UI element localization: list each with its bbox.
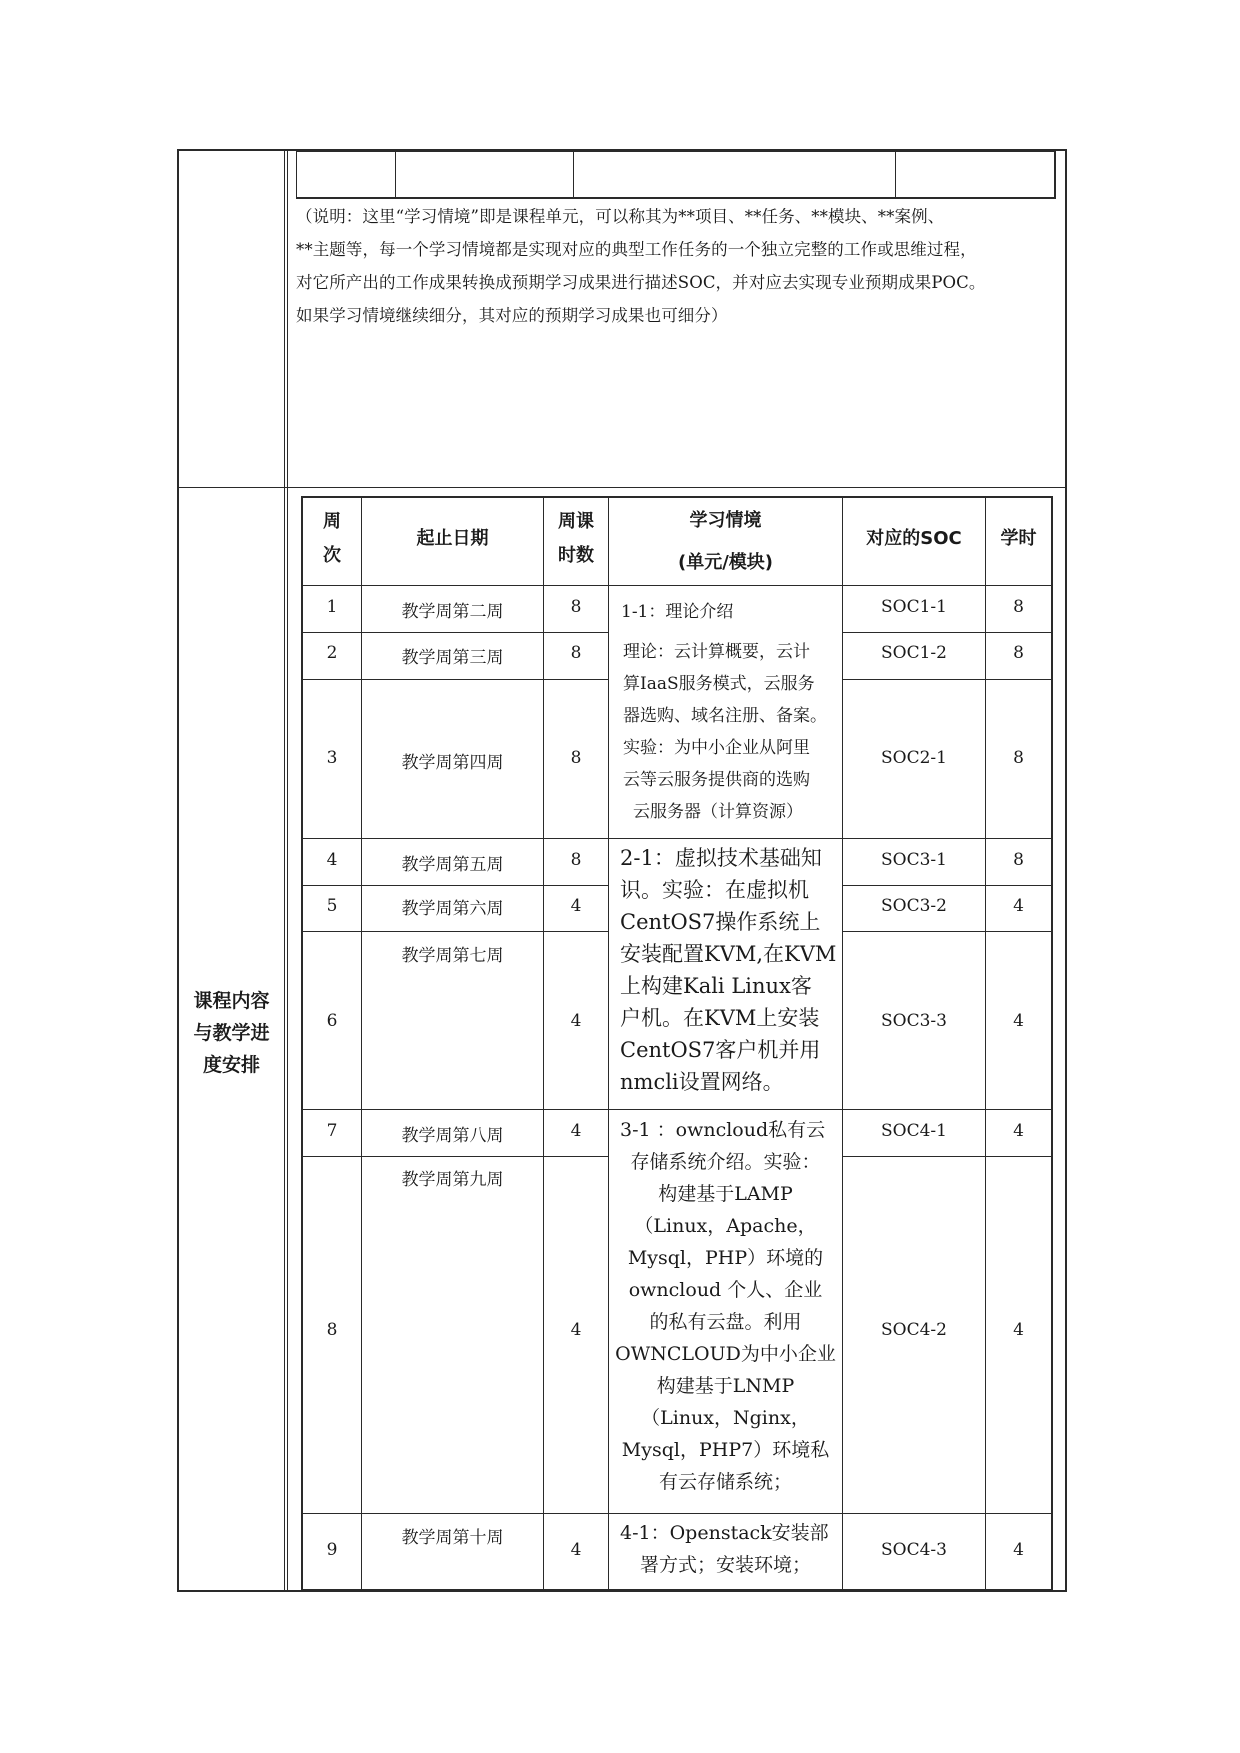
situation-centered-line: 构建基于LAMP: [658, 1183, 793, 1205]
header-hours-line: 周课: [558, 511, 594, 532]
residual-table-left: [296, 150, 297, 199]
outer-border-left: [177, 149, 179, 1592]
grid-line: [1051, 496, 1053, 1590]
header-situation-line: (单元/模块): [677, 552, 774, 573]
grid-line: [301, 679, 608, 680]
residual-table-col2: [573, 150, 574, 199]
cell-week: 5: [326, 896, 338, 916]
situation-line: 4-1：Openstack安装部: [620, 1522, 829, 1544]
grid-line: [842, 679, 1053, 680]
situation-centered-line: 构建基于LNMP: [656, 1375, 795, 1397]
situation-line: 上构建Kali Linux客: [620, 974, 812, 998]
header-hours-line: 时数: [558, 545, 594, 566]
situation-cell: [609, 1110, 842, 1513]
situation-line: nmcli设置网络。: [620, 1070, 784, 1094]
cell-dates: 教学周第十周: [401, 1528, 504, 1548]
header-hours: 学时: [1000, 528, 1037, 549]
situation-line: CentOS7操作系统上: [620, 910, 821, 934]
cell-week: 9: [326, 1540, 338, 1560]
cell-soc: SOC4-3: [881, 1540, 947, 1560]
cell-hours-per-week: 8: [570, 643, 582, 663]
situation-line: 识。实验：在虚拟机: [620, 878, 809, 902]
section-label-line: 课程内容: [193, 990, 270, 1012]
outer-border-right: [1065, 149, 1067, 1592]
header-week-line: 次: [323, 545, 341, 566]
cell-hours-per-week: 8: [570, 850, 582, 870]
cell-hours-per-week: 4: [570, 1540, 582, 1560]
cell-dates: 教学周第八周: [401, 1126, 504, 1146]
situation-line: 算IaaS服务模式，云服务: [623, 674, 815, 694]
cell-dates: 教学周第三周: [401, 648, 504, 668]
situation-line: 器选购、域名注册、备案。: [623, 706, 827, 726]
grid-line: [301, 931, 608, 932]
explanation-note-line: （说明：这里“学习情境”即是课程单元，可以称其为**项目、**任务、**模块、**案例、: [296, 207, 945, 226]
residual-table-col1: [395, 150, 396, 199]
residual-table-bottom: [296, 197, 1055, 199]
cell-soc: SOC3-1: [881, 850, 947, 870]
cell-week: 7: [326, 1121, 338, 1141]
grid-line: [842, 632, 1053, 633]
situation-centered-line: Mysql，PHP7）环境私: [621, 1439, 830, 1461]
cell-soc: SOC4-1: [881, 1121, 947, 1141]
residual-table-top: [296, 150, 1055, 152]
cell-soc: SOC1-2: [881, 643, 947, 663]
situation-centered-line: owncloud 个人、企业: [628, 1279, 823, 1301]
cell-hours: 4: [1013, 896, 1024, 916]
situation-line: 2-1：虚拟技术基础知: [620, 846, 822, 870]
cell-hours-per-week: 4: [570, 1011, 582, 1031]
situation-line: 1-1：理论介绍: [621, 602, 734, 622]
cell-week: 8: [326, 1320, 338, 1340]
grid-line: [301, 1589, 1053, 1590]
cell-soc: SOC1-1: [881, 597, 947, 617]
grid-line: [301, 496, 1053, 498]
situation-centered-line: 的私有云盘。利用: [649, 1311, 802, 1333]
residual-table-right: [1054, 150, 1056, 199]
explanation-note-line: 如果学习情境继续细分，其对应的预期学习成果也可细分）: [296, 306, 728, 325]
section-label-line: 度安排: [202, 1054, 260, 1076]
cell-dates: 教学周第六周: [401, 899, 504, 919]
situation-centered-line: 署方式；安装环境；: [639, 1554, 811, 1576]
cell-week: 3: [326, 748, 338, 768]
grid-line: [842, 1156, 1053, 1157]
grid-line: [842, 931, 1053, 932]
cell-week: 6: [326, 1011, 338, 1031]
cell-dates: 教学周第二周: [401, 602, 504, 622]
cell-hours: 8: [1013, 643, 1024, 663]
cell-hours-per-week: 8: [570, 597, 582, 617]
cell-soc: SOC3-2: [881, 896, 947, 916]
section-label: [179, 985, 284, 1081]
cell-hours: 4: [1013, 1011, 1024, 1031]
situation-centered-line: （Linux，Apache，: [634, 1215, 817, 1237]
outer-border-bottom: [177, 1590, 1067, 1592]
situation-line: 云服务器（计算资源）: [633, 802, 803, 822]
header-situation-line: 学习情境: [689, 510, 762, 531]
cell-hours-per-week: 4: [570, 1320, 582, 1340]
situation-cell: [609, 1514, 842, 1589]
header-soc: 对应的SOC: [866, 528, 962, 549]
grid-line: [842, 885, 1053, 886]
situation-cell: [609, 839, 842, 1109]
situation-line: 理论：云计算概要，云计: [623, 642, 810, 662]
cell-week: 1: [326, 597, 338, 617]
header-week: [303, 505, 361, 573]
situation-cell: [609, 586, 842, 838]
grid-line: [301, 1156, 608, 1157]
cell-dates: 教学周第七周: [401, 946, 504, 966]
cell-hours: 4: [1013, 1540, 1024, 1560]
cell-hours: 4: [1013, 1121, 1024, 1141]
cell-soc: SOC2-1: [881, 748, 947, 768]
cell-hours-per-week: 8: [570, 748, 582, 768]
cell-week: 4: [326, 850, 338, 870]
cell-week: 2: [326, 643, 338, 663]
cell-dates: 教学周第五周: [401, 855, 504, 875]
situation-line: 实验：为中小企业从阿里: [623, 738, 810, 758]
situation-line: 3-1 ：owncloud私有云: [620, 1119, 826, 1141]
cell-hours: 8: [1013, 748, 1024, 768]
cell-hours-per-week: 4: [570, 1121, 582, 1141]
situation-centered-line: Mysql，PHP）环境的: [627, 1247, 824, 1269]
cell-dates: 教学周第四周: [401, 753, 504, 773]
situation-line: 安装配置KVM,在KVM: [620, 942, 837, 966]
header-hours-per-week: [544, 505, 608, 573]
situation-centered-line: OWNCLOUD为中小企业: [615, 1343, 836, 1365]
situation-centered-line: （Linux，Nginx，: [641, 1407, 810, 1429]
header-dates: 起止日期: [416, 528, 489, 549]
top-section: [288, 150, 1065, 487]
situation-line: 云等云服务提供商的选购: [623, 770, 810, 790]
grid-line: [301, 632, 608, 633]
cell-hours: 4: [1013, 1320, 1024, 1340]
explanation-note-line: 对它所产出的工作成果转换成预期学习成果进行描述SOC，并对应去实现专业预期成果POC。: [296, 273, 986, 292]
cell-dates: 教学周第九周: [401, 1170, 504, 1190]
situation-line: CentOS7客户机并用: [620, 1038, 821, 1062]
cell-soc: SOC3-3: [881, 1011, 947, 1031]
situation-centered-line: 有云存储系统；: [658, 1471, 792, 1493]
section-divider: [177, 487, 1067, 488]
cell-soc: SOC4-2: [881, 1320, 947, 1340]
cell-hours-per-week: 4: [570, 896, 582, 916]
header-week-line: 周: [323, 511, 341, 532]
residual-table-col3: [895, 150, 896, 199]
section-label-line: 与教学进: [193, 1022, 270, 1044]
situation-line: 户机。在KVM上安装: [620, 1006, 820, 1030]
cell-hours: 8: [1013, 850, 1024, 870]
label-column-divider: [284, 149, 285, 1592]
situation-centered-line: 存储系统介绍。实验：: [630, 1151, 821, 1173]
cell-hours: 8: [1013, 597, 1024, 617]
explanation-note-line: **主题等，每一个学习情境都是实现对应的典型工作任务的一个独立完整的工作或思维过程，: [296, 240, 977, 259]
header-situation: [609, 500, 842, 584]
grid-line: [301, 885, 608, 886]
